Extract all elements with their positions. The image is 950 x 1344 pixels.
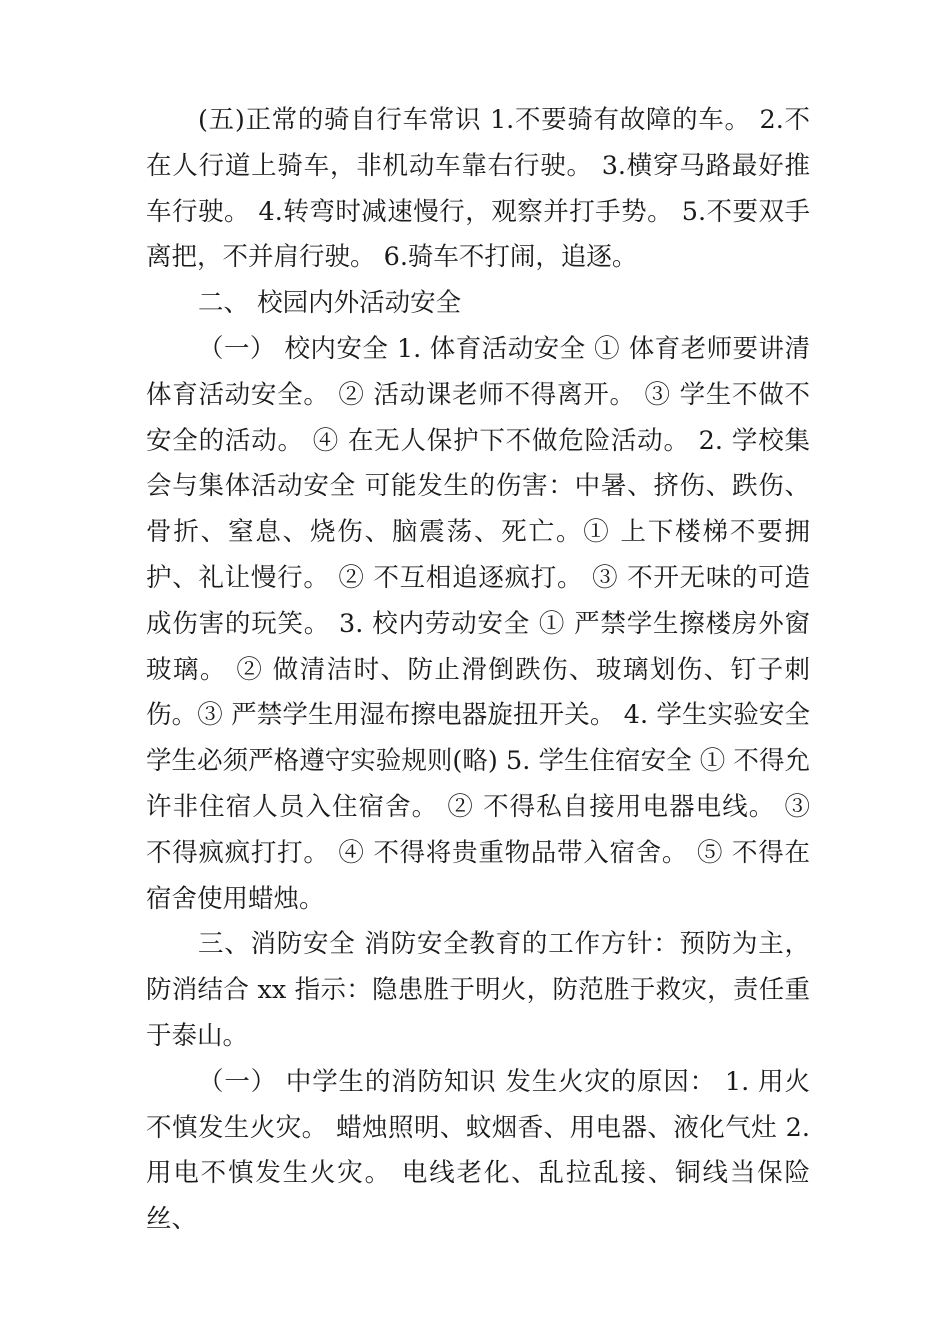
paragraph-fire-knowledge: （一） 中学生的消防知识 发生火灾的原因： 1. 用火不慎发生火灾。 蜡烛照明、蚊烟香、用电器、液化气灶 2. 用电不慎发生火灾。 电线老化、乱拉乱接、铜线当保险丝、 [146, 1066, 810, 1235]
paragraph-bicycle-safety: (五)正常的骑自行车常识 1.不要骑有故障的车。 2.不在人行道上骑车，非机动车靠右行驶。 3.横穿马路最好推车行驶。 4.转弯时减速慢行，观察并打手势。 5.不要双手离把，不并肩行驶。 6.骑车不打闹，追逐。 [146, 105, 810, 273]
document-body [146, 98, 810, 1243]
heading-campus-activity-safety: 二、 校园内外活动安全 [198, 288, 462, 319]
paragraph-fire-safety: 三、消防安全 消防安全教育的工作方针：预防为主，防消结合 xx 指示：隐患胜于明火，防范胜于救灾，责任重于泰山。 [146, 929, 810, 1051]
paragraph-on-campus-safety: （一） 校内安全 1. 体育活动安全 ① 体育老师要讲清体育活动安全。 ② 活动课老师不得离开。 ③ 学生不做不安全的活动。 ④ 在无人保护下不做危险活动。 2. 学校集会与集体活动安全 可能发生的伤害：中暑、挤伤、跌伤、骨折、窒息、烧伤、脑震荡、死亡。① 上下楼梯不要拥护、礼让慢行。 ② 不互相追逐疯打。 ③ 不开无味的可造成伤害的玩笑。 3. 校内劳动安全 ① 严禁学生擦楼房外窗玻璃。 ② 做清洁时、防止滑倒跌伤、玻璃划伤、钉子刺伤。③ 严禁学生用湿布擦电器旋扭开关。 4. 学生实验安全 学生必须严格遵守实验规则(略) 5. 学生住宿安全 ① 不得允许非住宿人员入住宿舍。 ② 不得私自接用电器电线。 ③ 不得疯疯打打。 ④ 不得将贵重物品带入宿舍。 ⑤ 不得在宿舍使用蜡烛。 [146, 333, 810, 914]
